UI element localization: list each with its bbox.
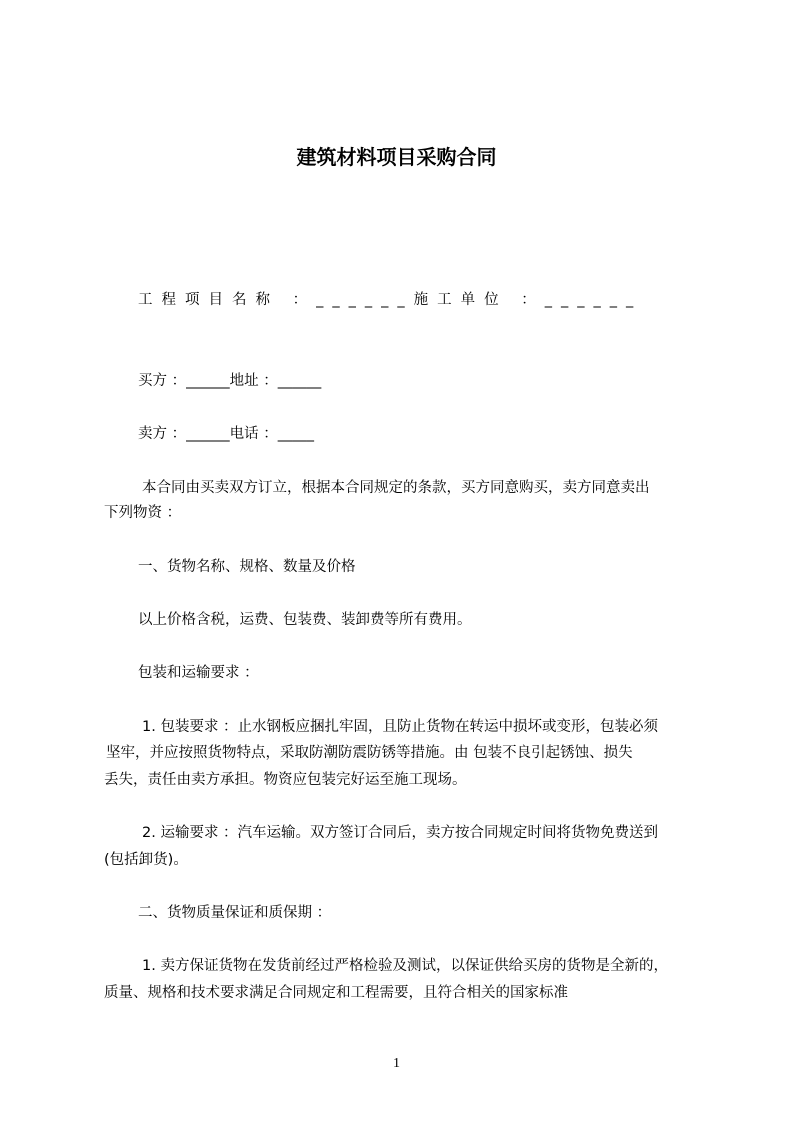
section-2-heading: 二、货物质量保证和质保期 ：: [138, 905, 332, 921]
buyer-line: 买方 ：______地址 ：______: [138, 373, 322, 389]
transport-item-line-1: 2. 运输要求 ：汽车运输。双方签订合同后，卖方按合同规定时间将货物免费送到: [142, 825, 659, 841]
price-note: 以上价格含税，运费、包装费、装卸费等所有费用。: [138, 612, 472, 628]
intro-line-2: 下列物资 ：: [104, 505, 182, 521]
intro-line-1: 本合同由买卖双方订立，根据本合同规定的条款，买方同意购买，卖方同意卖出: [142, 480, 650, 496]
quality-item-line-2: 质量、规格和技术要求满足合同规定和工程需要，且符合相关的国家标准: [104, 985, 568, 1001]
project-name-line: 工程项目名称 ：______施工单位 ：______: [138, 292, 643, 308]
packaging-item-line-3: 丢失，责任由卖方承担。物资应包装完好运至施工现场。: [104, 772, 467, 788]
page-number: 1: [393, 1056, 400, 1071]
document-title: 建筑材料项目采购合同: [296, 145, 497, 169]
seller-line: 卖方 ：______电话 ：_____: [138, 426, 314, 442]
packaging-heading: 包装和运输要求 ：: [138, 665, 259, 681]
packaging-item-line-1: 1. 包装要求 ：止水钢板应捆扎牢固，且防止货物在转运中损坏或变形，包装必须: [142, 719, 659, 735]
section-1-heading: 一、货物名称、规格、数量及价格: [138, 559, 356, 575]
packaging-item-line-2: 坚牢，并应按照货物特点，采取防潮防震防锈等措施。由 包装不良引起锈蚀、损失: [106, 745, 633, 761]
transport-item-line-2: (包括卸货)。: [104, 852, 188, 868]
quality-item-line-1: 1. 卖方保证货物在发货前经过严格检验及测试，以保证供给买房的货物是全新的，: [142, 958, 668, 974]
